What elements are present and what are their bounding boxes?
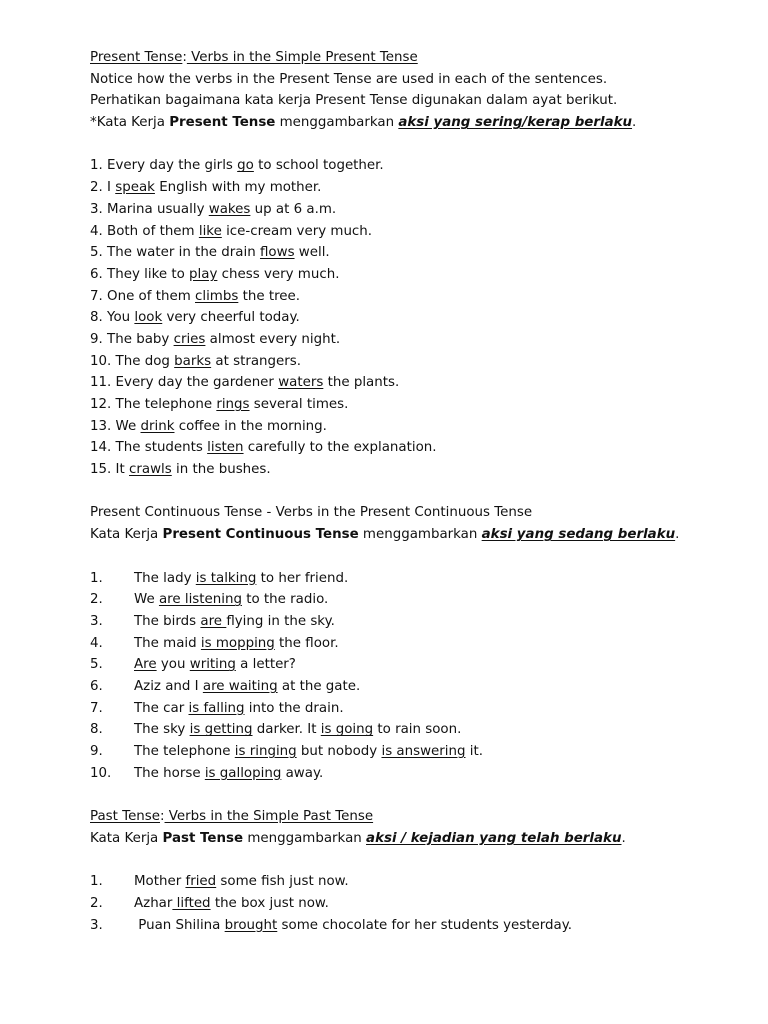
verb: crawls bbox=[129, 462, 172, 478]
item-number: 8. bbox=[90, 722, 103, 738]
text: some chocolate for her students yesterday. bbox=[277, 917, 572, 933]
spacer bbox=[90, 546, 750, 568]
section3-heading bbox=[90, 806, 750, 828]
verb: cries bbox=[173, 331, 206, 347]
verb: climbs bbox=[195, 288, 239, 304]
text: Aziz and I bbox=[134, 678, 203, 694]
verb: listen bbox=[207, 440, 244, 456]
list-item bbox=[90, 177, 750, 199]
verb: is getting bbox=[189, 722, 253, 738]
verb: is galloping bbox=[204, 765, 282, 781]
list-item bbox=[90, 221, 750, 243]
document-body bbox=[90, 47, 750, 936]
item-number: 14. bbox=[90, 440, 112, 456]
heading-colon: : bbox=[160, 809, 165, 825]
text: The lady bbox=[134, 570, 196, 586]
item-number: 8. bbox=[90, 310, 103, 326]
item-number: 1. bbox=[90, 570, 103, 586]
text: Kata Kerja bbox=[90, 527, 163, 543]
item-number: 10. bbox=[90, 765, 112, 781]
text: Every day the girls bbox=[102, 158, 238, 174]
perhatikan-line: Perhatikan bagaimana kata kerja Present Tense digunakan dalam ayat berikut. bbox=[90, 93, 618, 109]
item-number: 1. bbox=[90, 158, 103, 174]
list-item bbox=[90, 307, 750, 329]
verb: are waiting bbox=[202, 678, 278, 694]
text: several times. bbox=[249, 397, 349, 412]
text: The birds bbox=[134, 613, 201, 629]
list-item bbox=[90, 719, 750, 741]
text: away. bbox=[281, 765, 324, 781]
notice-line: Notice how the verbs in the Present Tense are used in each of the sentences. bbox=[90, 71, 608, 87]
item-number: 7. bbox=[90, 700, 103, 716]
kata-kerja-line bbox=[90, 112, 750, 134]
item-number: 3. bbox=[90, 613, 103, 629]
text: Marina usually bbox=[102, 201, 209, 217]
text: Azhar bbox=[134, 895, 173, 911]
list-item bbox=[90, 633, 750, 655]
verb: like bbox=[198, 223, 222, 239]
heading-text: Present Tense bbox=[90, 50, 183, 65]
text: The sky bbox=[134, 722, 190, 738]
list-item bbox=[90, 893, 750, 915]
list-item bbox=[90, 286, 750, 308]
text: to her friend. bbox=[256, 570, 349, 586]
text: The dog bbox=[111, 353, 175, 369]
verb: writing bbox=[189, 657, 236, 673]
list-item bbox=[90, 568, 750, 590]
text: *Kata Kerja bbox=[90, 115, 170, 131]
item-number: 9. bbox=[90, 744, 103, 759]
verb: wakes bbox=[208, 201, 251, 217]
tense-name: Past Tense bbox=[162, 830, 244, 846]
present-continuous-list bbox=[90, 568, 750, 785]
text: One of them bbox=[102, 288, 195, 304]
text: to school together. bbox=[253, 158, 384, 174]
text: It bbox=[111, 462, 130, 478]
text: The horse bbox=[134, 765, 205, 781]
text: We bbox=[134, 592, 159, 608]
item-number: 12. bbox=[90, 397, 112, 412]
item-number: 2. bbox=[90, 592, 103, 608]
list-item bbox=[90, 242, 750, 264]
text: . bbox=[621, 830, 626, 846]
item-number: 11. bbox=[90, 375, 112, 391]
text: They like to bbox=[102, 266, 190, 282]
text: in the bushes. bbox=[171, 462, 271, 478]
simple-present-list bbox=[90, 155, 750, 480]
text: the floor. bbox=[274, 635, 339, 651]
text: Mother bbox=[134, 874, 186, 890]
section1-heading bbox=[90, 47, 750, 69]
text: at the gate. bbox=[277, 678, 361, 694]
verb: drink bbox=[140, 418, 175, 434]
text: a letter? bbox=[235, 657, 296, 673]
text: The maid bbox=[134, 635, 201, 651]
verb: fried bbox=[185, 874, 217, 890]
list-item bbox=[90, 459, 750, 481]
list-item bbox=[90, 871, 750, 893]
heading-text: Verbs in the Simple Past Tense bbox=[164, 809, 374, 825]
list-item bbox=[90, 394, 750, 416]
text: almost every night. bbox=[205, 331, 341, 347]
verb: waters bbox=[278, 375, 324, 391]
item-number: 2. bbox=[90, 180, 103, 196]
verb: is going bbox=[320, 722, 374, 738]
text: menggambarkan bbox=[243, 830, 367, 846]
item-number: 3. bbox=[90, 917, 103, 933]
text: chess very much. bbox=[217, 266, 340, 282]
item-number: 5. bbox=[90, 245, 103, 261]
text: to rain soon. bbox=[373, 722, 462, 738]
list-item bbox=[90, 698, 750, 720]
item-number: 4. bbox=[90, 635, 103, 651]
list-item bbox=[90, 741, 750, 763]
text: up at 6 a.m. bbox=[250, 201, 337, 217]
text: Both of them bbox=[102, 223, 199, 239]
text: the tree. bbox=[238, 288, 301, 304]
section2-heading: Present Continuous Tense - Verbs in the Present Continuous Tense bbox=[90, 505, 533, 521]
item-number: 7. bbox=[90, 288, 103, 304]
text: The car bbox=[134, 700, 189, 716]
list-item bbox=[90, 915, 750, 937]
list-item bbox=[90, 416, 750, 438]
heading-text: Verbs in the Simple Present Tense bbox=[186, 50, 418, 65]
text: The water in the drain bbox=[102, 245, 260, 261]
verb: flows bbox=[259, 245, 295, 261]
verb: speak bbox=[115, 180, 155, 196]
text: it. bbox=[465, 744, 483, 759]
verb: Are bbox=[134, 657, 157, 673]
text: the box just now. bbox=[210, 895, 329, 911]
item-number: 2. bbox=[90, 895, 103, 911]
item-number: 9. bbox=[90, 331, 103, 347]
text: darker. It bbox=[252, 722, 321, 738]
text: Puan Shilina bbox=[134, 917, 225, 933]
spacer bbox=[90, 784, 750, 806]
list-item bbox=[90, 329, 750, 351]
text: carefully to the explanation. bbox=[243, 440, 437, 456]
tense-name: Present Tense bbox=[169, 115, 276, 131]
spacer bbox=[90, 481, 750, 503]
item-number: 15. bbox=[90, 462, 112, 478]
list-item bbox=[90, 611, 750, 633]
text: The students bbox=[111, 440, 208, 456]
item-number: 6. bbox=[90, 678, 103, 694]
text: at strangers. bbox=[211, 353, 301, 369]
kata-kerja-line bbox=[90, 524, 750, 546]
text: The telephone bbox=[134, 744, 235, 759]
text: into the drain. bbox=[244, 700, 344, 716]
item-number: 13. bbox=[90, 418, 112, 434]
verb: is mopping bbox=[200, 635, 275, 651]
list-item bbox=[90, 264, 750, 286]
text: . bbox=[632, 115, 637, 131]
list-item bbox=[90, 372, 750, 394]
tense-description: aksi / kejadian yang telah berlaku bbox=[366, 830, 622, 846]
tense-description: aksi yang sedang berlaku bbox=[481, 527, 676, 543]
text: to the radio. bbox=[241, 592, 329, 608]
list-item bbox=[90, 676, 750, 698]
text: You bbox=[102, 310, 135, 326]
spacer bbox=[90, 849, 750, 871]
text: The baby bbox=[102, 331, 174, 347]
text: Kata Kerja bbox=[90, 830, 163, 846]
text: . bbox=[675, 527, 680, 543]
list-item bbox=[90, 589, 750, 611]
list-item bbox=[90, 763, 750, 785]
item-number: 6. bbox=[90, 266, 103, 282]
list-item bbox=[90, 351, 750, 373]
spacer bbox=[90, 134, 750, 156]
text: very cheerful today. bbox=[162, 310, 300, 326]
tense-name: Present Continuous Tense bbox=[162, 527, 359, 543]
heading-colon: : bbox=[182, 50, 187, 65]
verb: are listening bbox=[158, 592, 242, 608]
verb: lifted bbox=[172, 895, 211, 911]
text: some fish just now. bbox=[216, 874, 349, 890]
verb: brought bbox=[224, 917, 278, 933]
list-item bbox=[90, 437, 750, 459]
list-item bbox=[90, 654, 750, 676]
verb: is falling bbox=[188, 700, 245, 716]
kata-kerja-line bbox=[90, 828, 750, 850]
text: coffee in the morning. bbox=[174, 418, 327, 434]
verb: are bbox=[200, 613, 227, 629]
text: menggambarkan bbox=[275, 115, 399, 131]
text: I bbox=[102, 180, 116, 196]
text: the plants. bbox=[323, 375, 400, 391]
simple-past-list bbox=[90, 871, 750, 936]
verb: go bbox=[237, 158, 254, 174]
verb: is talking bbox=[195, 570, 257, 586]
verb: is answering bbox=[381, 744, 466, 759]
text: The telephone bbox=[111, 397, 217, 412]
tense-description: aksi yang sering/kerap berlaku bbox=[398, 115, 633, 131]
text: you bbox=[156, 657, 190, 673]
text: ice-cream very much. bbox=[221, 223, 373, 239]
item-number: 5. bbox=[90, 657, 103, 673]
item-number: 1. bbox=[90, 874, 103, 890]
verb: is ringing bbox=[234, 744, 297, 759]
verb: barks bbox=[174, 353, 212, 369]
text: English with my mother. bbox=[154, 180, 322, 196]
list-item bbox=[90, 155, 750, 177]
text: Every day the gardener bbox=[111, 375, 279, 391]
item-number: 4. bbox=[90, 223, 103, 239]
heading-text: Past Tense bbox=[90, 809, 161, 825]
list-item bbox=[90, 199, 750, 221]
verb: rings bbox=[216, 397, 250, 412]
item-number: 3. bbox=[90, 201, 103, 217]
text: but nobody bbox=[296, 744, 382, 759]
verb: play bbox=[189, 266, 218, 282]
text: We bbox=[111, 418, 141, 434]
item-number: 10. bbox=[90, 353, 112, 369]
verb: look bbox=[134, 310, 163, 326]
text: well. bbox=[294, 245, 330, 261]
text: menggambarkan bbox=[358, 527, 482, 543]
text: flying in the sky. bbox=[226, 613, 335, 629]
